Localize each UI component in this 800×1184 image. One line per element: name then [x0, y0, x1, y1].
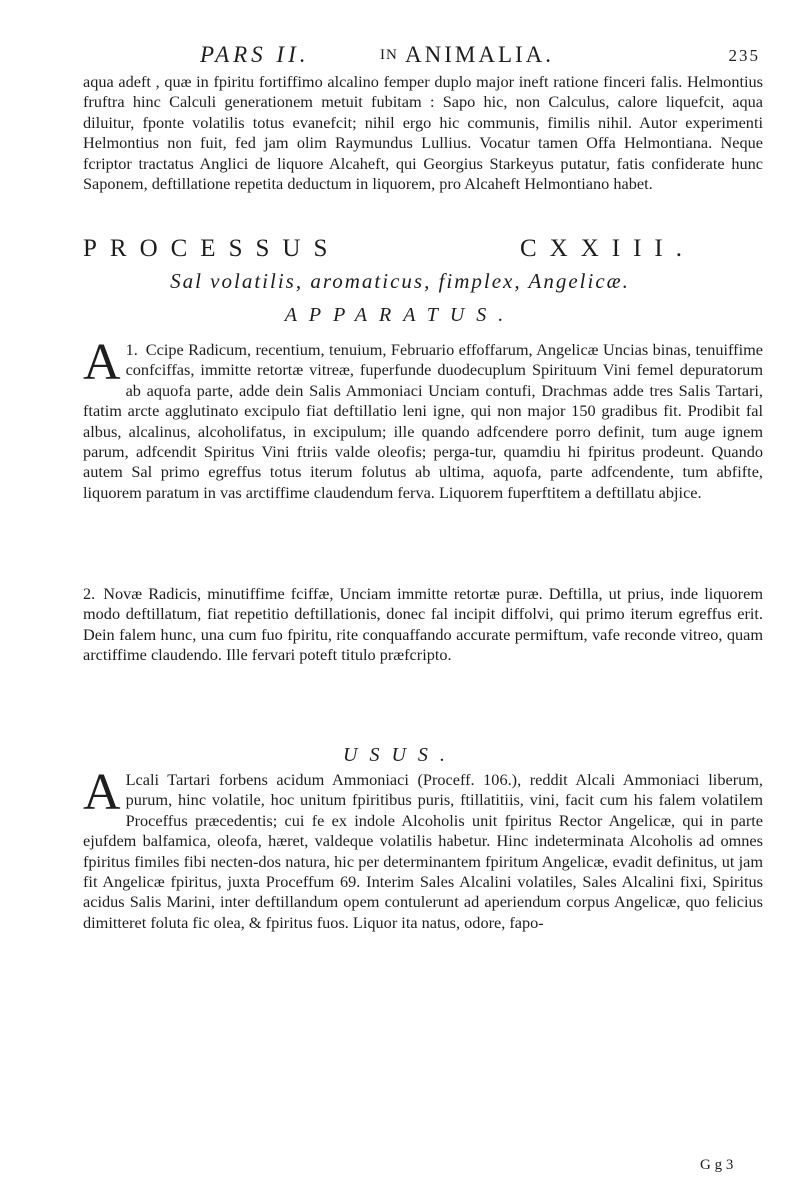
running-header [200, 42, 760, 72]
apparatus-paragraph-2 [83, 584, 763, 666]
catchword: G g 3 [700, 1157, 734, 1173]
apparatus-paragraph-1 [83, 334, 763, 503]
header-animalia: ANIMALIA. [405, 42, 555, 67]
paragraph-text: Ccipe Radicum, recentium, tenuium, Februario effoffarum, Angelicæ Uncias binas, tenuiffime confciffas, immitte retortæ vitreæ, fuperfunde duodecuplum Spirituum Vini femel depuratorum ab aquofa parte, adde dein Salis Ammoniaci Unciam contufi, Drachmas adde tres Salis Tartari, ftatim arcte agglutinato excipulo fiat deftillatio leni igne, qui non major 150 gradibus fit. Prodibit fal albus, alcalinus, alcoholifatus, in excipulum; ille quando adfcendere porro definit, tum auge ignem parum, adfcendit Spiritus Vini ftriis valde oleofis; perga-tur, quamdiu hi fpiritus prodeunt. Quando autem Sal primo egreffus totus iterum folutus ab ultima, aquofa, parte adfcendente, tum abfifte, liquorem paratum in vas arctiffime claudendum ferva. Liquorem fuperftitem a deftillatu abjice. [83, 340, 763, 502]
process-subtitle: Sal volatilis, aromaticus, fimplex, Angelicæ. [170, 269, 630, 293]
paragraph-text: Lcali Tartari forbens acidum Ammoniaci (Proceff. 106.), reddit Alcali Ammoniaci liberum, purum, hinc volatile, hoc unitum fpiritibus puris, ftillatitiis, vini, facit cum his falem volatilem Proceffus præcedentis; cui fe ex indole Alcoholis unit fpiritus Rector Angelicæ, qui in parte ejufdem balfamica, oleofa, hæret, valdeque volatilis habetur. Hinc indeterminata Alcoholis ad omnes fpiritus fimiles fibi necten-dos natura, hic per determinantem fpiritum Angelicæ, evadit definitus, ut jam fit Angelicæ fpiritus, juxta Proceffum 69. Interim Sales Alcalini volatiles, Sales Alcalini fixi, Spiritus acidus Salis Marini, inter deftillandum opem contulerunt ad aperiendum corpus Angelicæ, quo felicius dimitteret foluta fic olea, & fpiritus fuos. Liquor ita natus, odore, fapo- [83, 770, 763, 932]
drop-cap: A [83, 764, 121, 821]
intro-paragraph: aqua adeft , quæ in fpiritu fortiffimo alcalino femper duplo major ineft ratione finceri falis. Helmontius fruftra hinc Calculi generationem metuit fubitam : Sapo hic, non Calculus, calore liquefcit, aqua diluitur, fponte volatilis totus evanefcit; nihil ergo hic communis, fimilis nihil. Autor experimenti Helmontius non fuit, fed jam olim Raymundus Lullius. Vocatur tamen Offa Helmontiana. Neque fcriptor tractatus Anglici de liquore Alcaheft, qui Georgius Starkeyus putatur, fatis confiderate hunc Saponem, deftillatione repetita deductum in liquorem, pro Alcaheft Helmontiano habet. [83, 72, 763, 194]
process-word: PROCESSUS [83, 235, 341, 262]
header-part: PARS II. [200, 42, 310, 67]
usus-heading: USUS. [343, 744, 457, 766]
paragraph-text: Novæ Radicis, minutiffime fciffæ, Unciam immitte retortæ puræ. Deftilla, ut prius, inde liquorem modo deftillatum, fiat repetitio deftillationis, donec fal incipit diffolvi, qui primo iterum egreffus erit. Dein falem hunc, una cum fuo fpiritu, rite conquaffando accurate permiftum, vafe reconde vitreo, quam arctiffime claudendo. Ille fervari poteft titulo præfcripto. [83, 584, 763, 665]
usus-paragraph [83, 764, 763, 933]
page-number: 235 [728, 46, 760, 65]
paragraph-number: 1. [125, 340, 138, 359]
process-number: CXXIII. [520, 235, 696, 262]
drop-cap: A [83, 334, 121, 391]
header-in: IN [380, 47, 398, 63]
process-title [83, 235, 743, 265]
apparatus-heading: APPARATUS. [284, 304, 516, 326]
paragraph-number: 2. [83, 584, 96, 603]
